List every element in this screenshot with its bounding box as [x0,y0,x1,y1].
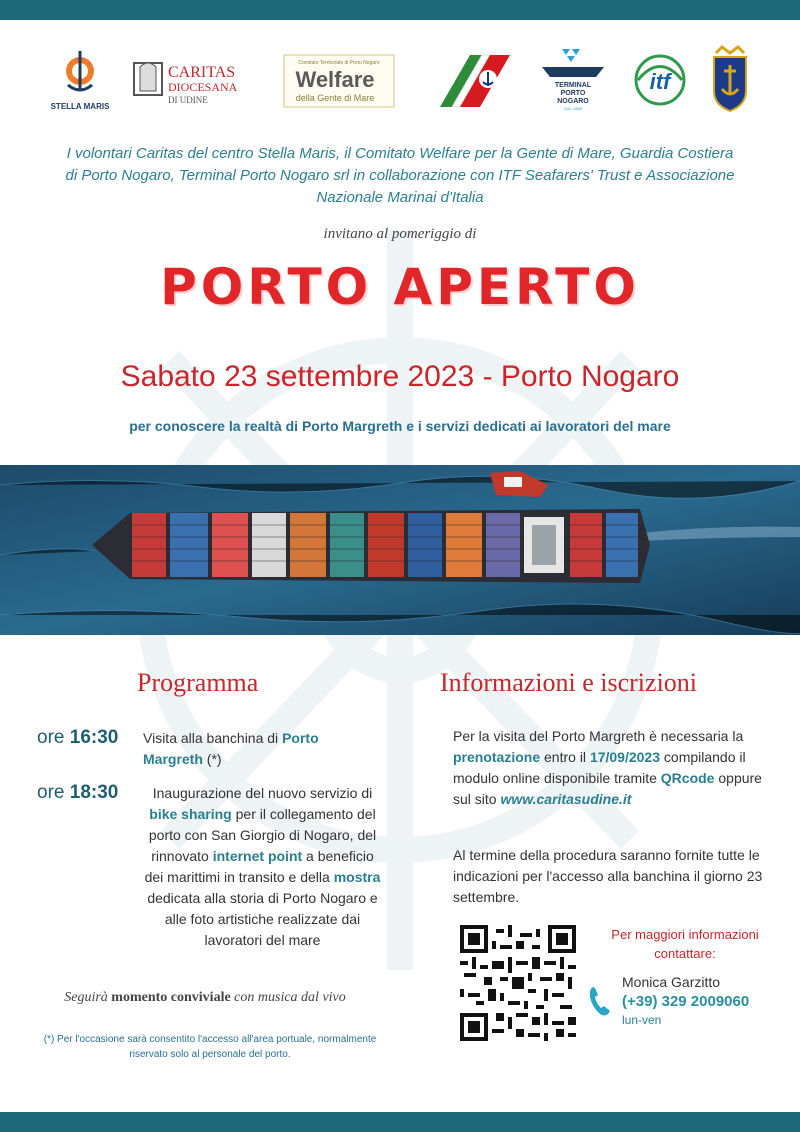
terminal-porto-nogaro-logo [532,45,614,115]
terminal-line4: DAL 1966 [564,106,582,111]
event-subtitle: per conoscere la realtà di Porto Margreth e i servizi dedicati ai lavoratori del mare [129,418,671,434]
time-1: ore 16:30 [37,727,119,748]
qr-code[interactable] [460,925,576,1041]
info-paragraph-1: Per la visita del Porto Margreth è necessaria la prenotazione entro il 17/09/2023 compilando il modulo online disponibile tramite QRcode oppure sul sito www.caritasudine.it [453,728,762,807]
contact-days: lun-ven [622,1013,662,1027]
contact-name: Monica Garzitto [622,974,721,990]
info-paragraph-2: Al termine della procedura saranno fornite tutte le indicazioni per l'accesso alla banchina il giorno 23 settembre. [453,847,763,905]
coast-guard-logo [440,45,520,115]
website-link[interactable]: www.caritasudine.it [500,791,632,807]
contact-heading: Per maggiori informazioni contattare: [611,927,759,961]
footnote: (*) Per l'occasione sarà consentito l'accesso all'area portuale, normalmente riservato solo al personale del porto. [43,1034,377,1060]
invite-text: invitano al pomeriggio di [323,226,477,242]
itf-label: itf [649,69,671,94]
programma-item-2: Inaugurazione del nuovo servizio di bike sharing per il collegamento del porto con San Giorgio di Nogaro, del rinnovato internet point a beneficio dei marittimi in transito e della mostra dedicata alla storia di Porto Nogaro e alle foto artistiche realizzate dai lavoratori del mare [144,785,381,948]
caritas-line1: CARITAS [168,64,236,81]
programma-heading: Programma [137,668,259,697]
terminal-line2: PORTO [560,90,586,97]
phone-icon [587,985,613,1017]
event-date: Sabato 23 settembre 2023 - Porto Nogaro [120,360,680,393]
programma-item-1: Visita alla banchina di Porto Margreth (*) [143,730,319,767]
conviviale-note: Seguirà momento conviviale con musica dal vivo [64,990,346,1005]
caritas-line2: DIOCESANA [168,80,238,94]
container-ship-photo [0,465,800,635]
welfare-small: Comitato Territoriale di Porto Nogaro [298,60,380,66]
caritas-logo [132,45,254,115]
anmi-logo [700,45,760,115]
terminal-line1: TERMINAL [554,82,592,89]
welfare-main: Welfare [295,67,375,92]
stella-maris-logo [40,45,120,115]
partner-logos [40,45,760,115]
caritas-line3: DI UDINE [168,95,208,105]
top-bar [0,0,800,20]
welfare-logo [280,45,398,115]
stella-maris-label: STELLA MARIS [50,102,110,111]
terminal-line3: NOGARO [557,98,589,105]
intro-text: I volontari Caritas del centro Stella Maris, il Comitato Welfare per la Gente di Mare, Guardia Costiera di Porto Nogaro, Terminal Porto Nogaro srl in collaborazione con ITF Seafarers' Trust e Associazione Nazionale Marinai d'Italia [65,145,735,206]
itf-logo [620,45,700,115]
time-2: ore 18:30 [37,782,119,803]
informazioni-heading: Informazioni e iscrizioni [440,668,698,697]
bottom-bar [0,1112,800,1132]
welfare-sub: della Gente di Mare [295,93,375,103]
page-title: PORTO APERTO [160,258,640,316]
contact-phone[interactable]: (+39) 329 2009060 [622,993,750,1010]
